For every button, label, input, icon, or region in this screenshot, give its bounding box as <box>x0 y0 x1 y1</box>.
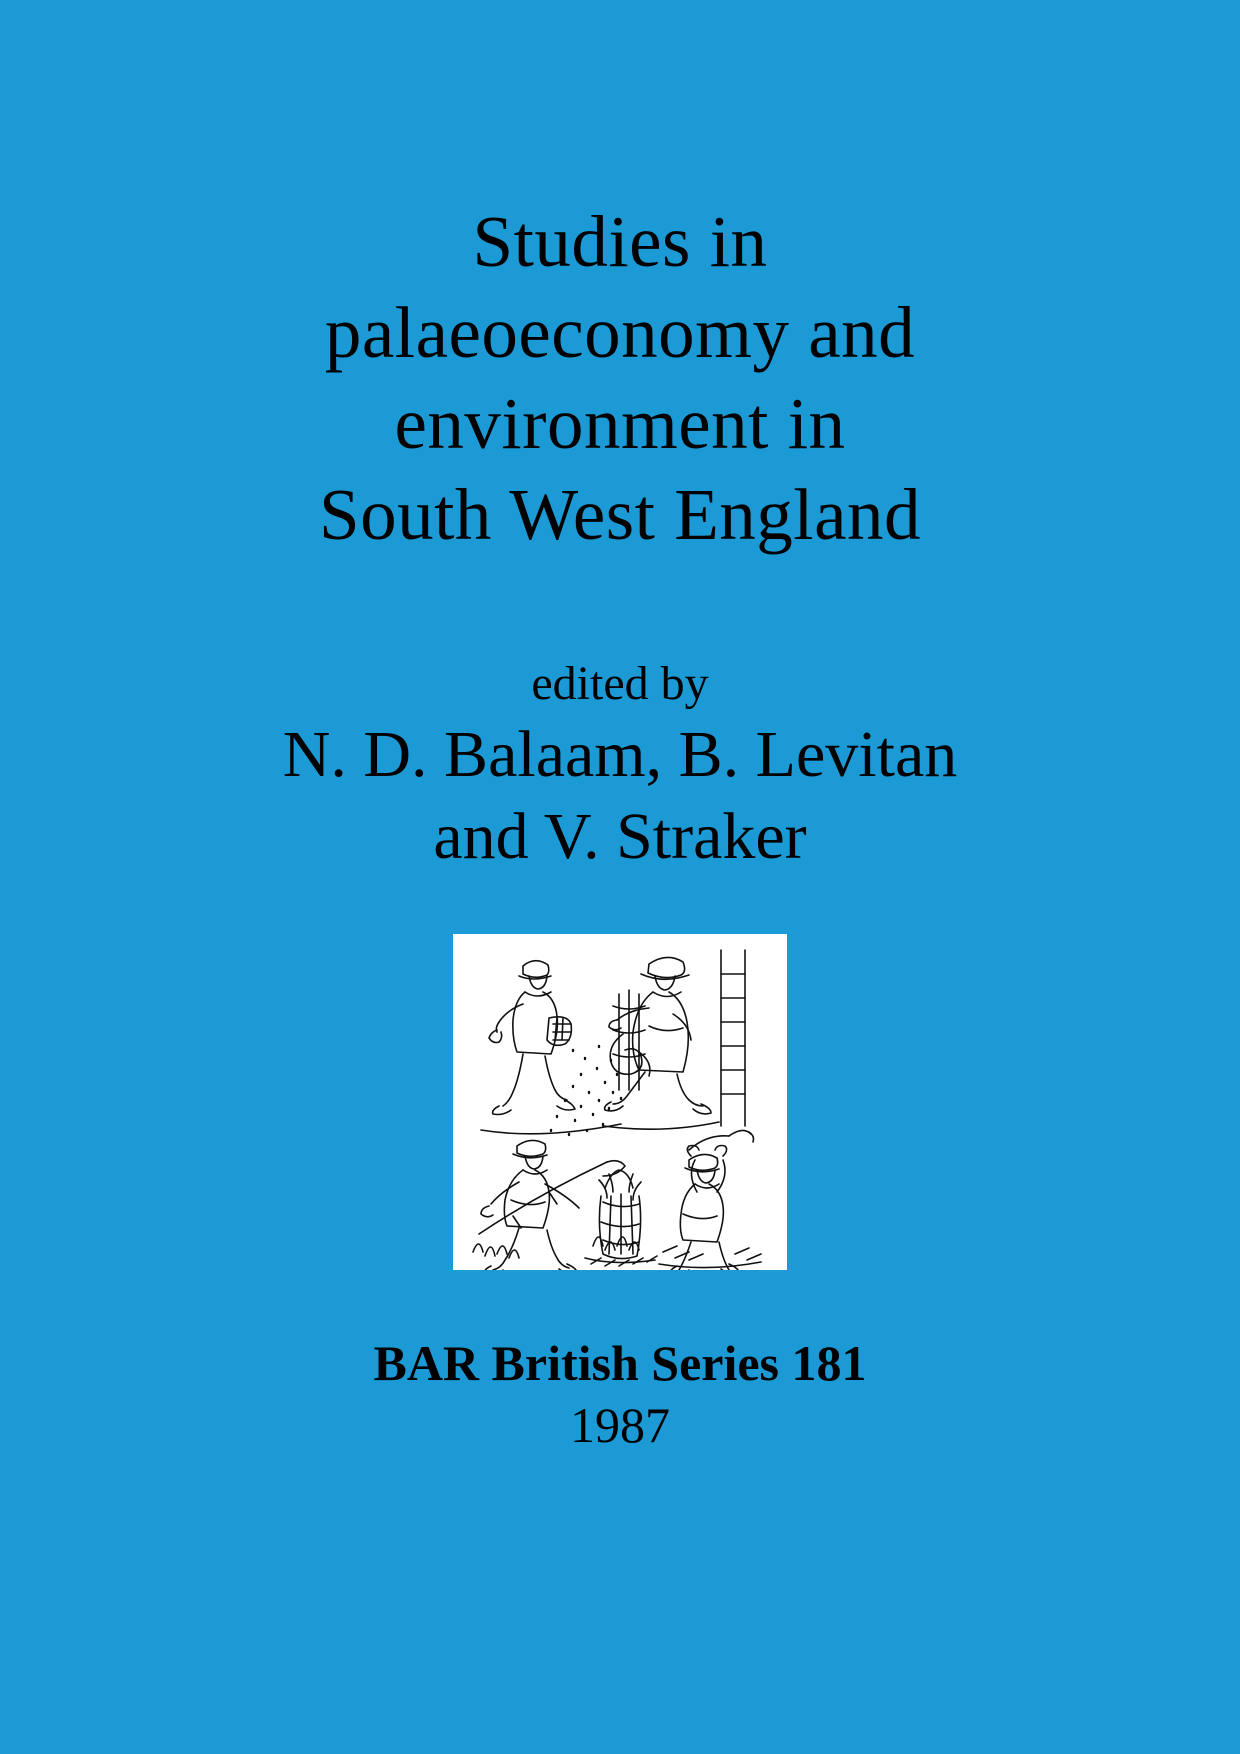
series-label: BAR British Series 181 <box>373 1335 867 1391</box>
medieval-farming-woodcut-image <box>453 934 787 1270</box>
title-line-4: South West England <box>319 474 921 555</box>
edited-by-label: edited by <box>531 657 709 710</box>
editor-line-2: and V. Straker <box>433 800 807 873</box>
page-title <box>120 196 1120 560</box>
title-line-1: Studies in <box>472 201 768 282</box>
series-info <box>373 1332 866 1456</box>
editor-line-1: N. D. Balaam, B. Levitan <box>282 718 958 791</box>
title-line-2: palaeoeconomy and <box>324 292 916 373</box>
publication-year: 1987 <box>569 1397 670 1453</box>
title-line-3: environment in <box>394 383 846 464</box>
editor-credit <box>90 654 1150 878</box>
